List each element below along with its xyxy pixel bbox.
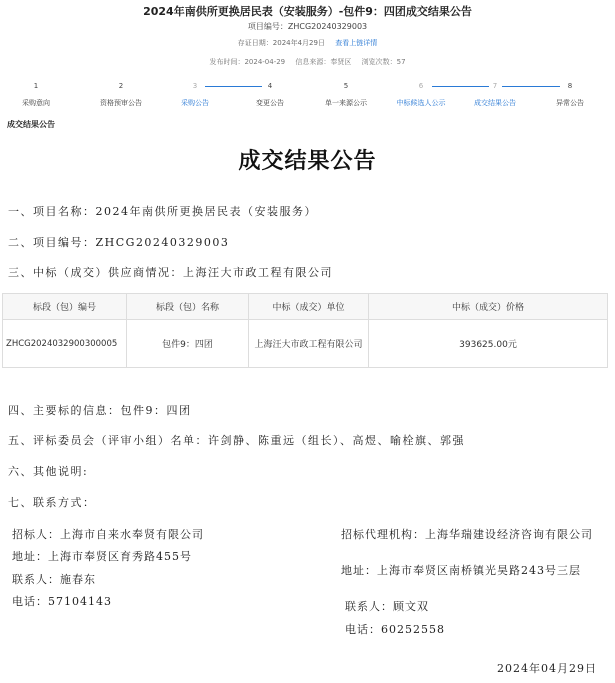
step-number: 7 <box>492 82 498 90</box>
view-count: 浏览次数：57 <box>361 58 406 66</box>
project-name-line: 一、项目名称：2024年南供所更换居民表（安装服务） <box>8 205 317 218</box>
header-section-no: 标段（包）编号 <box>3 294 127 320</box>
meta-info <box>0 57 615 67</box>
cell-winner: 上海汪大市政工程有限公司 <box>249 320 369 368</box>
step-number: 1 <box>33 82 39 90</box>
storage-info <box>0 38 615 48</box>
tenderer-phone: 电话：57104143 <box>12 595 112 608</box>
storage-date: 存证日期：2024年4月29日 <box>237 39 325 47</box>
step-number: 6 <box>418 82 424 90</box>
agency-phone: 电话：60252558 <box>345 623 445 636</box>
cell-section-no: ZHCG2024032900300005 <box>3 320 127 368</box>
step-number: 4 <box>267 82 273 90</box>
committee-line: 五、评标委员会（评审小组）名单：许剑静、陈重远（组长）、高煜、喻栓旗、郭强 <box>8 434 465 447</box>
step-label: 异常公告 <box>556 99 584 107</box>
info-source: 信息来源：奉贤区 <box>295 58 352 66</box>
agency: 招标代理机构：上海华瑞建设经济咨询有限公司 <box>341 528 593 541</box>
step-candidate[interactable] <box>386 80 456 108</box>
chain-detail-link[interactable]: 查看上链详情 <box>335 39 378 47</box>
step-number: 8 <box>567 82 573 90</box>
step-intent[interactable] <box>1 80 71 108</box>
header-section-name: 标段（包）名称 <box>127 294 249 320</box>
step-single-source[interactable] <box>311 80 381 108</box>
step-change[interactable] <box>235 80 305 108</box>
step-label: 单一来源公示 <box>325 99 367 107</box>
project-number-line: 二、项目编号：ZHCG20240329003 <box>8 236 230 249</box>
step-label: 资格预审公告 <box>100 99 142 107</box>
tenderer-contact: 联系人：施春东 <box>12 573 96 586</box>
other-notes-line: 六、其他说明: <box>8 465 89 478</box>
step-label: 中标候选人公示 <box>396 99 446 107</box>
project-number: 项目编号：ZHCG20240329003 <box>247 22 368 31</box>
step-label: 成交结果公告 <box>474 99 516 107</box>
footer-date: 2024年04月29日 <box>497 662 597 675</box>
step-number: 3 <box>192 82 198 90</box>
publish-date: 发布时间：2024-04-29 <box>209 58 286 66</box>
step-label: 采购公告 <box>181 99 209 107</box>
tenderer: 招标人：上海市自来水奉贤有限公司 <box>12 528 204 541</box>
process-steps <box>0 80 615 116</box>
supplier-line: 三、中标（成交）供应商情况：上海汪大市政工程有限公司 <box>8 266 333 279</box>
contact-heading: 七、联系方式： <box>8 496 96 509</box>
cell-section-name: 包件9：四团 <box>127 320 249 368</box>
result-table <box>2 293 608 368</box>
tenderer-address: 地址：上海市奉贤区育秀路455号 <box>12 550 192 563</box>
step-prequal[interactable] <box>86 80 156 108</box>
header-winner: 中标（成交）单位 <box>249 294 369 320</box>
step-procurement[interactable] <box>160 80 230 108</box>
agency-address: 地址：上海市奉贤区南桥镇光昊路243号三层 <box>341 564 581 577</box>
cell-price: 393625.00元 <box>369 320 608 368</box>
table-header-row <box>3 294 608 320</box>
step-label: 变更公告 <box>256 99 284 107</box>
step-number: 2 <box>118 82 124 90</box>
step-result[interactable] <box>460 80 530 108</box>
header-price: 中标（成交）价格 <box>369 294 608 320</box>
table-row <box>3 320 608 368</box>
subject-line: 四、主要标的信息：包件9：四团 <box>8 404 192 417</box>
step-number: 5 <box>343 82 349 90</box>
step-label: 采购意向 <box>22 99 50 107</box>
step-abnormal[interactable] <box>535 80 605 108</box>
document-title: 成交结果公告 <box>238 149 377 174</box>
agency-contact: 联系人：顾文双 <box>345 600 429 613</box>
section-subhead: 成交结果公告 <box>7 120 55 129</box>
notice-title: 2024年南供所更换居民表（安装服务）-包件9：四团成交结果公告 <box>143 5 472 18</box>
